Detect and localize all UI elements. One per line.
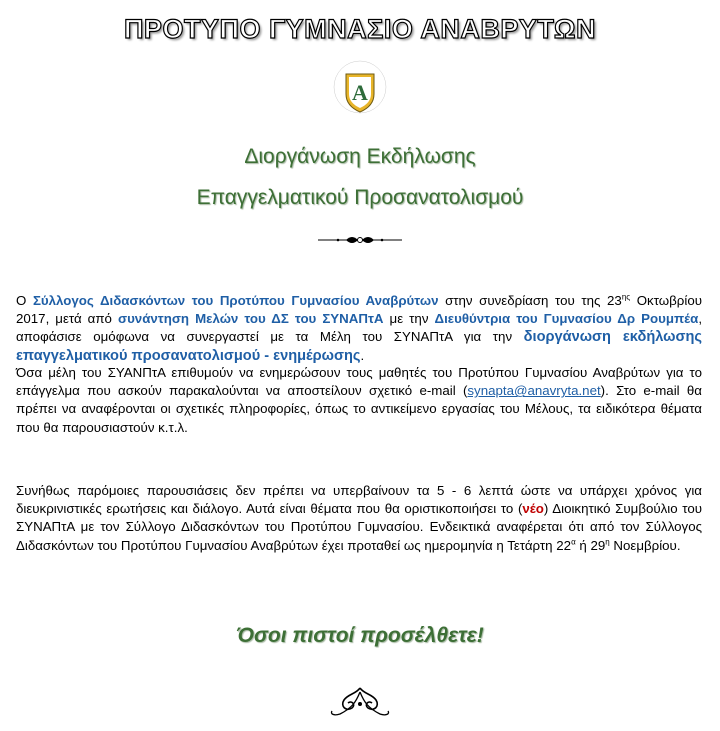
ornament-flourish-icon [326, 684, 394, 720]
page-title: ΠΡΟΤΥΠΟ ΓΥΜΝΑΣΙΟ ΑΝΑΒΡΥΤΩΝ [123, 14, 597, 44]
director-name: Διευθύντρια του Γυμνασίου Δρ Ρουμπέα [434, 311, 699, 327]
teachers-association: Σύλλογος Διδασκόντων του Προτύπου Γυμνασίου Αναβρύτων [32, 293, 439, 308]
new-highlight: νέο [522, 501, 544, 517]
heading-line-2: Επαγγελματικού Προσανατολισμού [196, 186, 524, 209]
ornament-divider-icon [316, 232, 404, 248]
paragraph-2: Όσα μέλη του ΣΥΑΝΠτΑ επιθυμούν να ενημερώσουν τους μαθητές του Προτύπου Γυμνασίου Αναβρύτων για το επάγγελμα που ασκούν παρακαλούνται να αποστείλουν σχετικό e-mail (synapta@anavryta.net). Στο e-mail θα πρέπει να αναφέρονται οι σχετικές πληροφορίες, όπως το αντικείμενο εργασίας του Μέλους, τα ειδικότερα θέματα που θα παρουσιαστούν κ.τ.λ. [16, 365, 702, 435]
association-logo [332, 58, 388, 116]
heading-line-1: Διοργάνωση Εκδήλωσης [244, 145, 476, 168]
event-description: διοργάνωση εκδήλωσης επαγγελματικού προσανατολισμού - ενημέρωσης [16, 329, 702, 364]
paragraph-1: Ο Σύλλογος Διδασκόντων του Προτύπου Γυμνασίου Αναβρύτων στην συνεδρίαση του της $23^{\eta\varsigma}$ Οκτωβρίου 2017, μετά από συνάντηση Μελών του ΔΣ του ΣΥΝΑΠτΑ με την Διευθύντρια του Γυμνασίου Δρ Ρουμπέα, αποφάσισε ομόφωνα να συνεργαστεί με τα Μέλη του ΣΥΝΑΠτΑ για την διοργάνωση εκδήλωσης επαγγελματικού προσανατολισμού - ενημέρωσης. [16, 292, 703, 364]
closing-line: Όσοι πιστοί προσέλθετε! [236, 624, 484, 647]
logo-letter: Α [352, 80, 368, 105]
paragraph-3: Συνήθως παρόμοιες παρουσιάσεις δεν πρέπει να υπερβαίνουν τα 5 - 6 λεπτά ώστε να υπάρχει χρόνος για διευκρινιστικές ερωτήσεις και διάλογο. Αυτά είναι θέματα που θα οριστικοποιήσει το (νέο) Διοικητικό Συμβούλιο του ΣΥΝΑΠτΑ με τον Σύλλογο Διδασκόντων του Προτύπου Γυμνασίου. Ενδεικτικά αναφέρεται ότι από τον Σύλλογος Διδασκόντων του Προτύπου Γυμνασίου Αναβρύτων έχει προταθεί ως ημερομηνία η Τετάρτη $22^\alpha$ ή $29^\eta$ Νοεμβρίου. [16, 483, 703, 553]
board-meeting: συνάντηση Μελών του ΔΣ του ΣΥΝΑΠτΑ [117, 311, 384, 327]
email-link[interactable]: synapta@anavryta.net [467, 383, 601, 399]
